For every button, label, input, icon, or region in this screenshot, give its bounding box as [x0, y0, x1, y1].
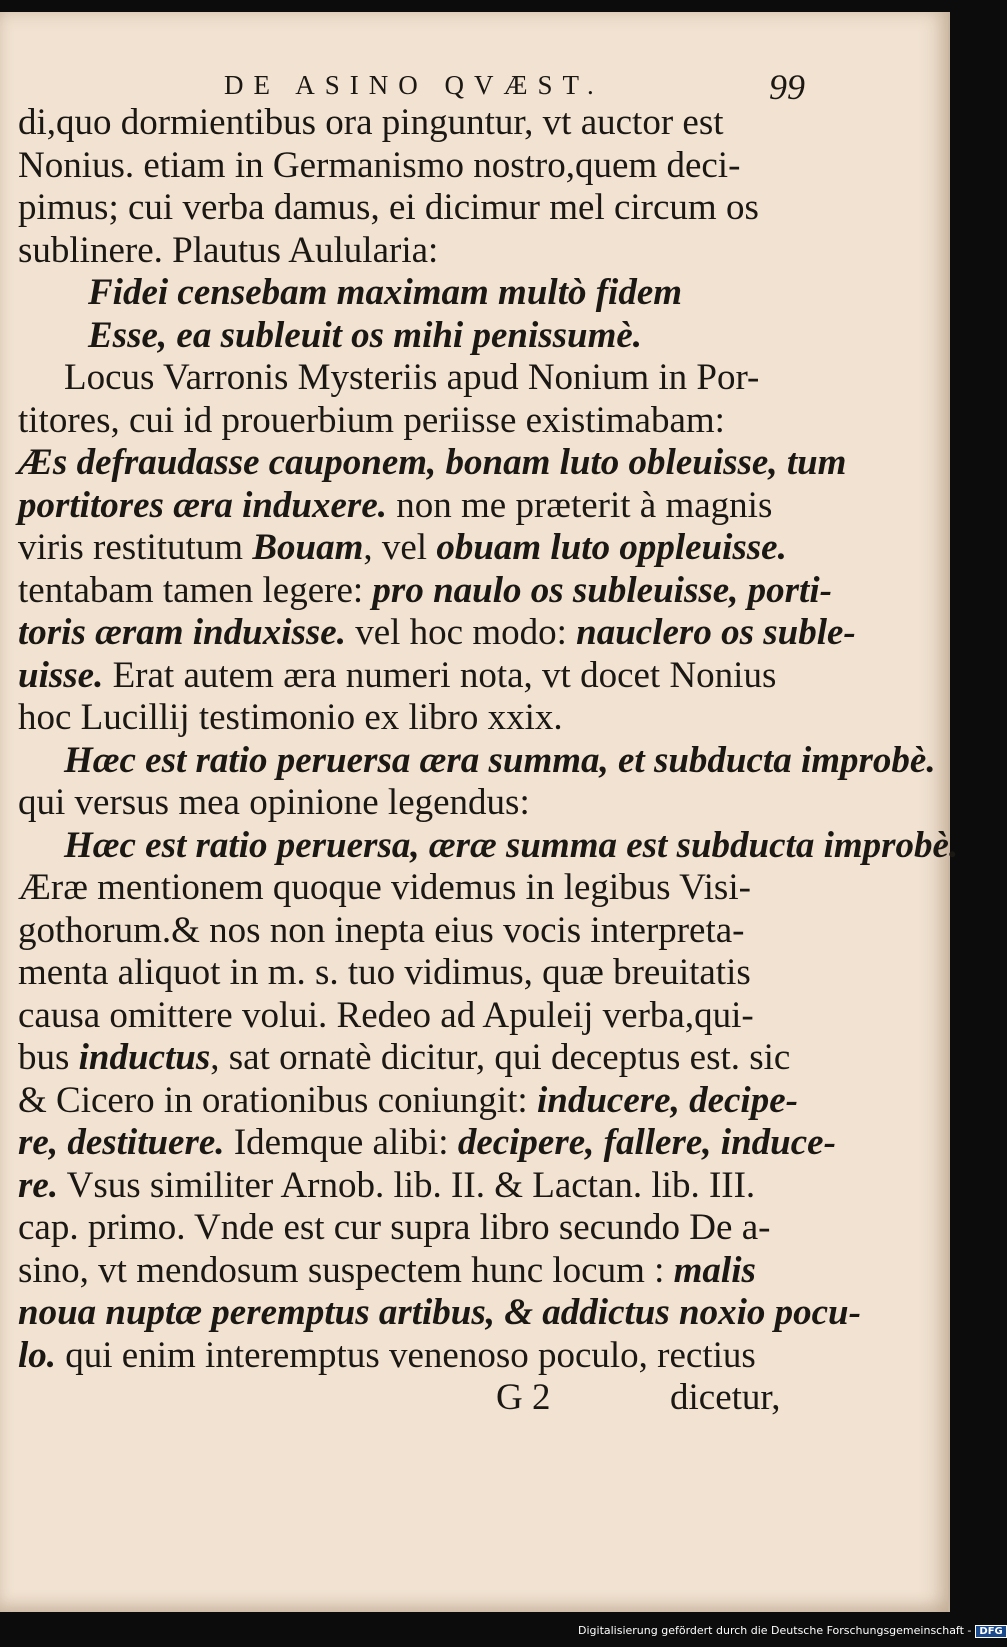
text-line: viris restitutum Bouam, vel obuam luto oppleuisse. [18, 527, 787, 568]
verse-line: Hæc est ratio peruersa æra summa, et subducta improbè. [64, 739, 936, 781]
text-line: Æræ mentionem quoque videmus in legibus Visi- [18, 867, 751, 908]
text-line: sublinere. Plautus Aulularia: [18, 229, 439, 271]
text-line: noua nuptæ peremptus artibus, & addictus noxio pocu- [18, 1292, 861, 1333]
text-line: gothorum.& nos non inepta eius vocis interpreta- [18, 909, 745, 951]
digitization-credit [578, 1624, 1007, 1638]
text-line: causa omittere volui. Redeo ad Apuleij verba,qui- [18, 994, 754, 1036]
text-line: re, destituere. Idemque alibi: decipere, fallere, induce- [18, 1122, 836, 1163]
text-line: portitores æra induxere. non me præterit à magnis [18, 484, 773, 526]
page-number: 99 [769, 67, 805, 107]
dfg-logo: DFG [975, 1625, 1006, 1638]
catchword: dicetur, [670, 1377, 781, 1418]
text-line: bus inductus, sat ornatè dicitur, qui deceptus est. sic [18, 1037, 791, 1078]
text-line: lo. qui enim interemptus venenoso poculo, rectius [18, 1334, 756, 1376]
text-line: Æs defraudasse cauponem, bonam luto obleuisse, tum [18, 442, 847, 483]
text-line: di,quo dormientibus ora pinguntur, vt auctor est [18, 102, 724, 143]
text-line: titores, cui id prouerbium periisse existimabam: [18, 399, 725, 441]
book-page [0, 12, 959, 1612]
text-line: cap. primo. Vnde est cur supra libro secundo De a- [18, 1207, 771, 1248]
body-text [18, 102, 959, 1420]
text-line: pimus; cui verba damus, ei dicimur mel circum os [18, 187, 759, 228]
credit-text: Digitalisierung gefördert durch die Deutsche Forschungsgemeinschaft - [578, 1624, 972, 1637]
signature-mark: G 2 [496, 1377, 551, 1418]
text-line: sino, vt mendosum suspectem hunc locum : malis [18, 1249, 756, 1291]
text-line: uisse. Erat autem æra numeri nota, vt docet Nonius [18, 654, 777, 696]
verse-line: Fidei censebam maximam multò fidem [88, 272, 683, 313]
running-title: DE ASINO QVÆST. [224, 70, 604, 100]
text-line: re. Vsus similiter Arnob. lib. II. & Lactan. lib. III. [18, 1164, 756, 1206]
text-line: hoc Lucillij testimonio ex libro xxix. [18, 697, 563, 738]
text-line: Locus Varronis Mysteriis apud Nonium in Por- [64, 357, 760, 398]
verse-line: Esse, ea subleuit os mihi penissumè. [88, 314, 643, 356]
text-line: Nonius. etiam in Germanismo nostro,quem deci- [18, 144, 741, 186]
text-line: menta aliquot in m. s. tuo vidimus, quæ breuitatis [18, 952, 751, 993]
text-line: qui versus mea opinione legendus: [18, 782, 530, 823]
text-line: toris æram induxisse. vel hoc modo: nauclero os suble- [18, 612, 856, 653]
text-line: tentabam tamen legere: pro naulo os subleuisse, porti- [18, 569, 832, 611]
text-line: & Cicero in orationibus coniungit: inducere, decipe- [18, 1079, 798, 1121]
signature-line [18, 1377, 848, 1420]
verse-line: Hæc est ratio peruersa, æræ summa est subducta improbè. [64, 824, 959, 866]
